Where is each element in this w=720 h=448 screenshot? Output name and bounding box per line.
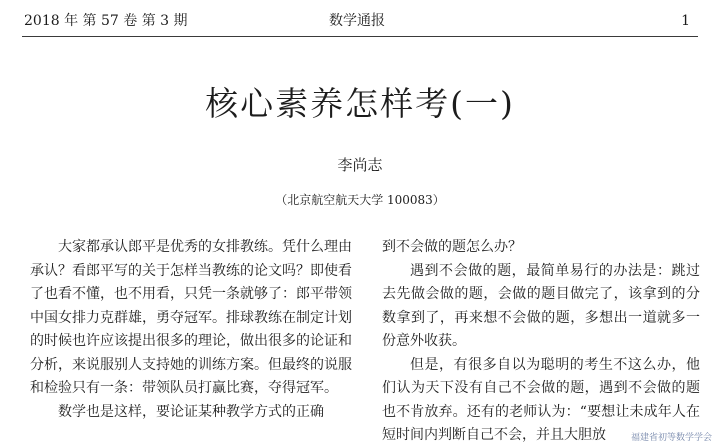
- paragraph: 大家都承认郎平是优秀的女排教练。凭什么理由承认？看郎平写的关于怎样当教练的论文吗？即使看了也看不懂，也不用看，只凭一条就够了：郎平带领中国女排力克群雄，勇夺冠军。排球教练在制定计划的时候也许应该提出很多的理论，做出很多的论证和分析，来说服别人支持她的训练方案。但最终的说服和检验只有一条：带领队员打赢比赛，夺得冠军。: [30, 239, 352, 396]
- page-number: 1: [681, 13, 690, 29]
- paragraph: 遇到不会做的题，最简单易行的办法是：跳过去先做会做的题，会做的题目做完了，该拿到的分数拿到了，再来想不会做的题，多想出一道就多一份意外收获。: [382, 262, 700, 349]
- header-rule: [22, 36, 698, 37]
- watermark: 福建省初等数学学会: [630, 433, 712, 443]
- paragraph-continued: 到不会做的题怎么办？: [382, 239, 522, 255]
- article-title: 核心素养怎样考(一): [205, 84, 515, 123]
- left-column: [30, 236, 352, 424]
- right-column: [382, 236, 700, 448]
- author-affiliation: （北京航空航天大学 100083）: [275, 193, 445, 207]
- paragraph: 数学也是这样，要论证某种教学方式的正确: [58, 403, 324, 420]
- journal-name: 数学通报: [329, 13, 385, 29]
- article-author: 李尚志: [337, 156, 383, 174]
- journal-issue: 2018 年 第 57 卷 第 3 期: [24, 13, 188, 29]
- running-header: [24, 10, 690, 32]
- paragraph: 但是，有很多自以为聪明的考生不这么办，他们认为天下没有自己不会做的题，遇到不会做的题也不肯放弃。还有的老师认为：“要想让未成年人在短时间内判断自己不会，并且大胆放: [382, 356, 700, 443]
